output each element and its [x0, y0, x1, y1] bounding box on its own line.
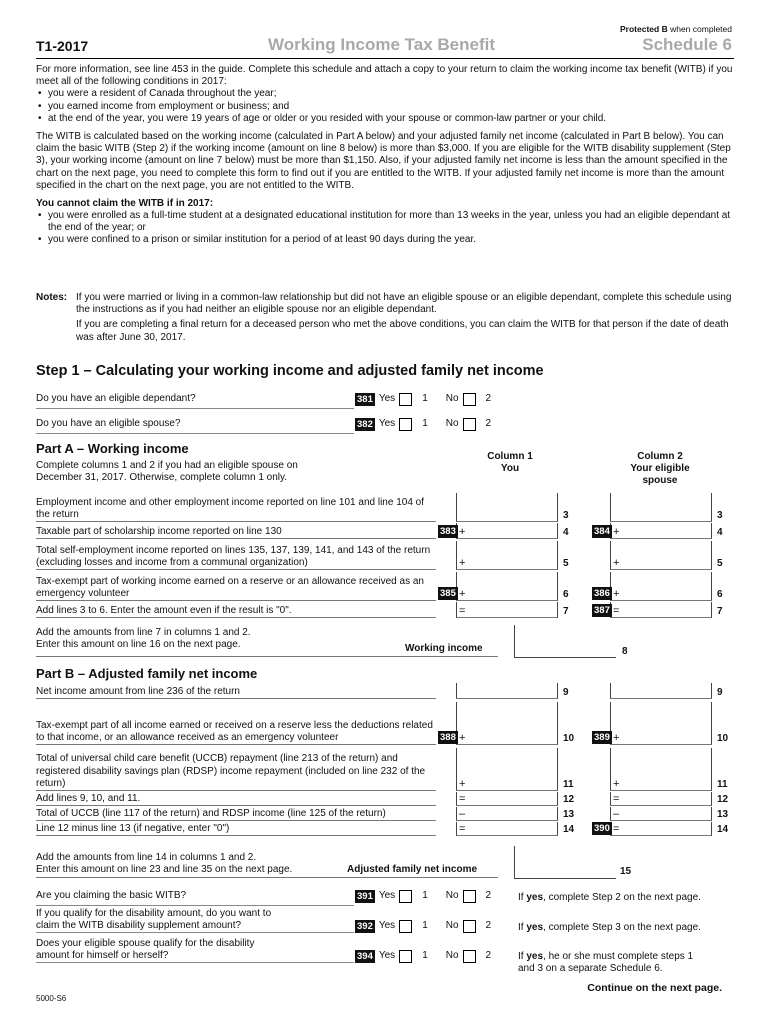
part-b-line-12-col1-input[interactable] — [456, 792, 558, 806]
part-a-line-4-col2-input[interactable] — [610, 523, 712, 539]
question-dependant: Do you have an eligible dependant? — [36, 393, 354, 409]
part-b-line-10-col2-input[interactable] — [610, 702, 712, 745]
basic-witb-yes-no: 391 Yes 1 No 2 — [357, 890, 492, 902]
part-b-line-11-label: Total of universal child care benefit (UCCB) repayment (line 213 of the return) and registered disability savings plan (RDSP) income repayment (included on line 232 of the return) — [36, 749, 436, 791]
part-b-line-9-col2-input[interactable] — [610, 683, 712, 699]
adjusted-family-net-income-label: Adjusted family net income — [347, 864, 478, 875]
code-388: 388 — [440, 732, 456, 743]
part-a-line-6-col1-input[interactable] — [456, 572, 558, 601]
question-spouse: Do you have an eligible spouse? — [36, 418, 354, 434]
part-b-line-10-col1-number: 10 — [563, 733, 575, 744]
part-a-line-3-col2-input[interactable] — [610, 493, 712, 522]
basic-witb-no-checkbox[interactable] — [463, 890, 476, 903]
part-b-line-11-col2-input[interactable] — [610, 748, 712, 791]
form-code: 5000-S6 — [36, 994, 67, 1003]
disability-instruction: If yes, complete Step 3 on the next page. — [518, 922, 701, 933]
part-b-line-14-col2-operator: = — [613, 823, 620, 835]
code-382: 382 — [357, 419, 373, 430]
part-b-line-12-label: Add lines 9, 10, and 11. — [36, 793, 436, 806]
cannot-2: • you were confined to a prison or similar institution for a period of at least 90 days during the year. — [36, 234, 734, 246]
part-b-line-12-col2-number: 12 — [717, 794, 729, 805]
schedule-label: Schedule 6 — [642, 35, 732, 54]
basic-witb-instruction: If yes, complete Step 2 on the next page. — [518, 892, 701, 903]
part-b-line-9-col1-input[interactable] — [456, 683, 558, 699]
part-b-line-10-col1-input[interactable] — [456, 702, 558, 745]
part-a-line-3-col1-input[interactable] — [456, 493, 558, 522]
note-1: If you were married or living in a common-law relationship but did not have an eligible spouse or an eligible dependant, complete this schedule using the instructions as if you had neither an eligible spouse nor an eligible dependant. — [76, 292, 732, 316]
part-b-line-12-col1-number: 12 — [563, 794, 575, 805]
code-381: 381 — [357, 394, 373, 405]
notes-section — [36, 292, 734, 344]
part-b-title: Part B – Adjusted family net income — [36, 666, 258, 681]
dependant-no-checkbox[interactable] — [463, 393, 476, 406]
part-a-line-6-col2-number: 6 — [717, 589, 723, 600]
part-a-line-6-col1-operator: + — [459, 588, 466, 600]
condition-3: • at the end of the year, you were 19 years of age or older or you resided with your spouse or common-law partner or your child. — [36, 113, 734, 125]
protected-b-label: Protected B when completed — [620, 24, 732, 34]
part-a-line-4-col1-number: 4 — [563, 527, 569, 538]
question-disability-supplement: If you qualify for the disability amount, do you want to claim the WITB disability supplement amount? — [36, 908, 354, 933]
cannot-claim-title: You cannot claim the WITB if in 2017: — [36, 197, 214, 209]
part-b-line-9-label: Net income amount from line 236 of the return — [36, 684, 436, 699]
part-a-line-5-col1-input[interactable] — [456, 541, 558, 570]
code-386: 386 — [594, 588, 610, 599]
part-b-line-13-col2-input[interactable] — [610, 807, 712, 821]
part-b-line-13-label: Total of UCCB (line 117 of the return) and RDSP income (line 125 of the return) — [36, 808, 436, 821]
part-b-line-13-col1-operator: – — [459, 808, 466, 820]
part-b-line-14-col2-input[interactable] — [610, 822, 712, 836]
part-a-line-4-col1-input[interactable] — [456, 523, 558, 539]
header-divider — [36, 58, 734, 59]
dependant-yes-no: 381 Yes 1 No 2 — [357, 393, 492, 405]
notes-label: Notes: — [36, 292, 68, 303]
cannot-1: • you were enrolled as a full-time student at a designated educational institution for more than 13 weeks in the year, unless you had an eligible dependant at the end of the year; or — [36, 210, 734, 234]
part-a-line-7-col2-operator: = — [613, 605, 620, 617]
part-a-line-6-col2-input[interactable] — [610, 572, 712, 601]
part-b-line-10-col1-operator: + — [459, 732, 466, 744]
intro-paragraph-1: For more information, see line 453 in the guide. Complete this schedule and attach a copy to your return to claim the working income tax benefit (WITB) if you meet all of the following conditions in 2017: — [36, 64, 733, 88]
part-b-line-14-col1-input[interactable] — [456, 822, 558, 836]
spouse-disability-no-checkbox[interactable] — [463, 950, 476, 963]
part-a-line-4-col1-operator: + — [459, 526, 466, 538]
part-a-line-6-col1-number: 6 — [563, 589, 569, 600]
question-spouse-disability: Does your eligible spouse qualify for the disability amount for himself or herself? — [36, 938, 354, 963]
part-b-line-13-col2-number: 13 — [717, 809, 729, 820]
code-389: 389 — [594, 732, 610, 743]
code-394: 394 — [357, 951, 373, 962]
part-b-line-13-col2-operator: – — [613, 808, 620, 820]
part-b-line-9-col2-number: 9 — [717, 687, 723, 698]
condition-2: • you earned income from employment or business; and — [36, 101, 734, 113]
part-a-instructions: Complete columns 1 and 2 if you had an eligible spouse on December 31, 2017. Otherwise, complete column 1 only. — [36, 460, 298, 484]
code-384: 384 — [594, 526, 610, 537]
adjusted-family-net-income-input[interactable] — [514, 846, 616, 879]
code-392: 392 — [357, 921, 373, 932]
code-390: 390 — [594, 823, 610, 834]
part-a-line-7-col2-input[interactable] — [610, 602, 712, 618]
part-b-line-13-col1-number: 13 — [563, 809, 575, 820]
spouse-disability-instruction: If yes, he or she must complete steps 1 and 3 on a separate Schedule 6. — [518, 951, 694, 975]
part-a-line-6-col2-operator: + — [613, 588, 620, 600]
part-b-line-12-col2-input[interactable] — [610, 792, 712, 806]
part-a-line-7-col2-number: 7 — [717, 606, 723, 617]
part-a-line-5-col2-operator: + — [613, 557, 620, 569]
note-2: If you are completing a final return for a deceased person who met the above conditions, you can claim the WITB for that person if the date of death was after June 30, 2017. — [76, 319, 729, 343]
basic-witb-yes-checkbox[interactable] — [399, 890, 412, 903]
part-a-line-5-col1-operator: + — [459, 557, 466, 569]
spouse-yes-checkbox[interactable] — [399, 418, 412, 431]
part-b-line-11-col2-number: 11 — [717, 779, 728, 790]
part-b-line-10-col2-operator: + — [613, 732, 620, 744]
part-a-line-4-col2-operator: + — [613, 526, 620, 538]
step-1-title: Step 1 – Calculating your working income and adjusted family net income — [36, 363, 544, 379]
continue-next-page: Continue on the next page. — [587, 982, 722, 994]
part-a-line-5-col2-number: 5 — [717, 558, 723, 569]
disability-yes-checkbox[interactable] — [399, 920, 412, 933]
working-income-input[interactable] — [514, 625, 616, 658]
code-385: 385 — [440, 588, 456, 599]
disability-yes-no: 392 Yes 1 No 2 — [357, 920, 492, 932]
part-a-line-7-col1-input[interactable] — [456, 602, 558, 618]
part-a-line-3-label: Employment income and other employment income reported on line 101 and line 104 of the return — [36, 494, 436, 522]
part-a-line-5-col1-number: 5 — [563, 558, 569, 569]
part-b-line-9-col1-number: 9 — [563, 687, 569, 698]
part-b-line-14-col1-operator: = — [459, 823, 466, 835]
part-b-line-14-label: Line 12 minus line 13 (if negative, enter "0") — [36, 823, 436, 836]
line-15-number: 15 — [620, 866, 632, 877]
part-b-line-11-col2-operator: + — [613, 778, 620, 790]
part-a-sum-text: Add the amounts from line 7 in columns 1 and 2. Enter this amount on line 16 on the next page. — [36, 627, 251, 651]
part-a-line-7-label: Add lines 3 to 6. Enter the amount even if the result is "0". — [36, 603, 436, 618]
part-a-line-5-col2-input[interactable] — [610, 541, 712, 570]
part-a-line-4-col2-number: 4 — [717, 527, 723, 538]
part-b-line-14-col2-number: 14 — [717, 824, 729, 835]
code-387: 387 — [594, 605, 610, 616]
part-b-sum-text: Add the amounts from line 14 in columns 1 and 2. Enter this amount on line 23 and line 35 on the next page. — [36, 852, 293, 876]
part-b-line-10-label: Tax-exempt part of all income earned or received on a reserve less the deductions related to that income, or an allowance received as an emergency volunteer — [36, 703, 436, 745]
part-a-line-3-col2-number: 3 — [717, 510, 723, 521]
code-391: 391 — [357, 891, 373, 902]
condition-1: • you were a resident of Canada throughout the year; — [36, 88, 734, 100]
part-a-line-7-col1-number: 7 — [563, 606, 569, 617]
part-a-line-4-label: Taxable part of scholarship income reported on line 130 — [36, 524, 436, 539]
part-a-line-3-col1-number: 3 — [563, 510, 569, 521]
form-id: T1-2017 — [36, 38, 89, 54]
part-a-line-7-col1-operator: = — [459, 605, 466, 617]
part-a-line-5-label: Total self-employment income reported on lines 135, 137, 139, 141, and 143 of the return (excluding losses and income from a communal organization) — [36, 542, 436, 570]
column-1-header: Column 1 You — [487, 451, 533, 475]
part-b-line-13-col1-input[interactable] — [456, 807, 558, 821]
page-title: Working Income Tax Benefit — [268, 35, 496, 54]
part-b-line-10-col2-number: 10 — [717, 733, 729, 744]
spouse-no-checkbox[interactable] — [463, 418, 476, 431]
intro-section — [36, 64, 734, 247]
column-2-header: Column 2 Your eligible spouse — [630, 451, 690, 487]
part-a-title: Part A – Working income — [36, 441, 189, 456]
spouse-disability-yes-checkbox[interactable] — [399, 950, 412, 963]
question-basic-witb: Are you claiming the basic WITB? — [36, 890, 354, 906]
part-b-line-12-col2-operator: = — [613, 793, 620, 805]
intro-paragraph-2: The WITB is calculated based on the working income (calculated in Part A below) and your adjusted family net income (calculated in Part B below). You can claim the basic WITB (Step 2) if the working income (amount on line 8 below) is more than $3,000. If you are eligible for the WITB disability supplement (Step 3), your working income (amount on line 7 below) must be more than $1,150. Also, if your adjusted family net income is less than the amount specified in the chart on the next page, you need to complete this form to find out if you are entitled to the WITB. If your adjusted family net income is more than the amount specified in the chart on the next page, you are not entitled to the WITB. — [36, 130, 731, 191]
part-a-line-6-label: Tax-exempt part of working income earned on a reserve or an allowance received as an emergency volunteer — [36, 573, 436, 601]
code-383: 383 — [440, 526, 456, 537]
part-b-line-11-col1-number: 11 — [563, 779, 574, 790]
part-b-line-12-col1-operator: = — [459, 793, 466, 805]
spouse-yes-no: 382 Yes 1 No 2 — [357, 418, 492, 430]
spouse-disability-yes-no: 394 Yes 1 No 2 — [357, 950, 492, 962]
line-8-number: 8 — [622, 646, 628, 657]
part-b-line-14-col1-number: 14 — [563, 824, 575, 835]
part-b-line-11-col1-input[interactable] — [456, 748, 558, 791]
part-b-line-11-col1-operator: + — [459, 778, 466, 790]
disability-no-checkbox[interactable] — [463, 920, 476, 933]
working-income-label: Working income — [405, 643, 483, 654]
dependant-yes-checkbox[interactable] — [399, 393, 412, 406]
